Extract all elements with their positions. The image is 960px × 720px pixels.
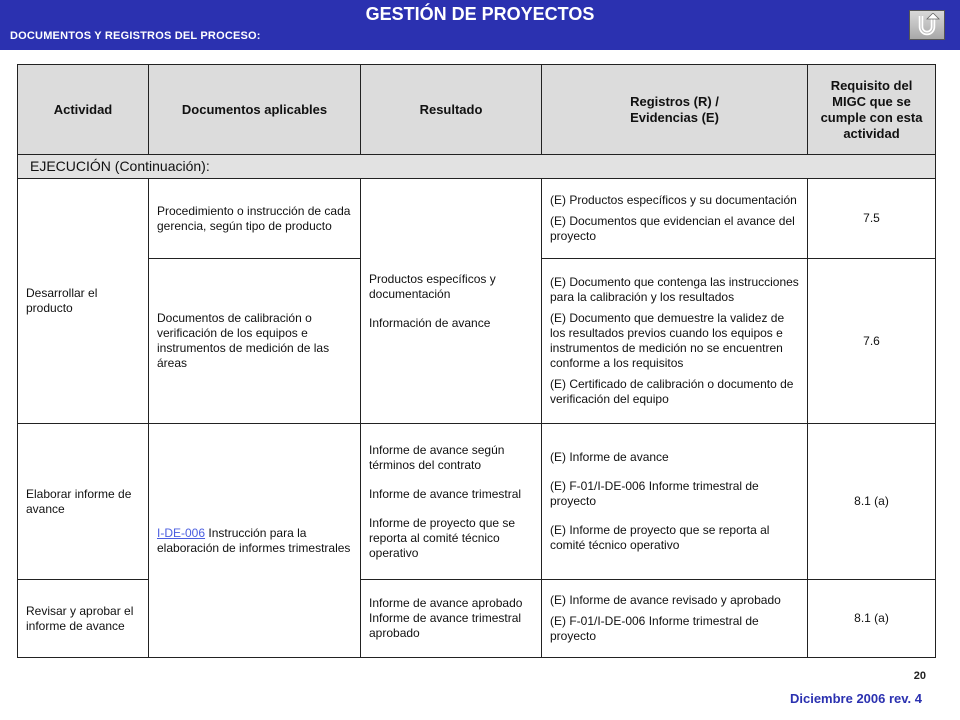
result-elaborar xyxy=(361,424,542,580)
requisito-7-5: 7.5 xyxy=(808,179,936,259)
table-header-row xyxy=(18,65,936,155)
result-elaborar-3: Informe de proyecto que se reporta al comité técnico operativo xyxy=(369,515,516,560)
col-header-documentos: Documentos aplicables xyxy=(149,65,361,155)
col-header-requisito: Requisito del MIGC que se cumple con esta actividad xyxy=(808,65,936,155)
registro-f01-trimestral-2: (E) F-01/I-DE-006 Informe trimestral de proyecto xyxy=(550,614,759,643)
page-number: 20 xyxy=(913,670,926,682)
registro-certificado: (E) Certificado de calibración o documento de verificación del equipo xyxy=(550,377,794,406)
page-subtitle: DOCUMENTOS Y REGISTROS DEL PROCESO: xyxy=(10,30,261,42)
result-elaborar-2: Informe de avance trimestral xyxy=(369,486,522,501)
col-header-registros-line1: Registros (R) / xyxy=(630,93,719,109)
result-revisar-2: Informe de avance trimestral aprobado xyxy=(369,611,522,640)
activity-elaborar: Elaborar informe de avance xyxy=(18,424,149,580)
registro-informe-comite: (E) Informe de proyecto que se reporta al comité técnico operativo xyxy=(550,523,770,552)
registro-productos: (E) Productos específicos y su documentación xyxy=(550,193,797,207)
result-desarrollar-2: Información de avance xyxy=(369,315,491,330)
result-elaborar-1: Informe de avance según términos del contrato xyxy=(369,442,505,472)
registros-elaborar xyxy=(542,424,808,580)
result-revisar-1: Informe de avance aprobado xyxy=(369,596,523,610)
registro-informe-avance: (E) Informe de avance xyxy=(550,450,669,464)
process-table xyxy=(17,64,936,658)
activity-desarrollar: Desarrollar el producto xyxy=(18,179,149,424)
registro-instrucciones-calibracion: (E) Documento que contenga las instrucciones para la calibración y los resultados xyxy=(550,275,799,304)
footer-date: Diciembre 2006 rev. 4 xyxy=(789,691,922,706)
page-title: GESTIÓN DE PROYECTOS xyxy=(365,4,595,24)
registro-documentos-avance: (E) Documentos que evidencian el avance del proyecto xyxy=(550,214,795,243)
header-bar xyxy=(0,0,960,50)
back-button[interactable] xyxy=(909,10,945,40)
doc-calibracion: Documentos de calibración o verificación de los equipos e instrumentos de medición de las áreas xyxy=(149,259,361,424)
col-header-actividad: Actividad xyxy=(18,65,149,155)
requisito-8-1-a-2: 8.1 (a) xyxy=(808,580,936,658)
u-turn-arrow-icon xyxy=(914,13,940,37)
registro-f01-trimestral: (E) F-01/I-DE-006 Informe trimestral de proyecto xyxy=(550,479,759,508)
col-header-resultado: Resultado xyxy=(361,65,542,155)
result-desarrollar-1: Productos específicos y documentación xyxy=(369,271,496,301)
registro-validez-resultados: (E) Documento que demuestre la validez de los resultados previos cuando los equipos e instrumentos de medición no se encuentren conforme a los requisitos xyxy=(550,311,785,370)
result-desarrollar xyxy=(361,179,542,424)
col-header-registros xyxy=(542,65,808,155)
doc-link-ide006[interactable]: I-DE-006 xyxy=(157,525,206,540)
registro-revisado-aprobado: (E) Informe de avance revisado y aprobado xyxy=(550,593,781,607)
result-revisar xyxy=(361,580,542,658)
section-label: EJECUCIÓN (Continuación): xyxy=(18,155,936,179)
requisito-8-1-a: 8.1 (a) xyxy=(808,424,936,580)
doc-procedimiento: Procedimiento o instrucción de cada gerencia, según tipo de producto xyxy=(149,179,361,259)
section-row xyxy=(18,155,936,179)
registros-desarrollar-1 xyxy=(542,179,808,259)
table-row xyxy=(18,424,936,580)
col-header-registros-line2: Evidencias (E) xyxy=(630,109,719,125)
doc-instruccion-text: Instrucción para la elaboración de informes trimestrales xyxy=(157,525,351,555)
activity-revisar: Revisar y aprobar el informe de avance xyxy=(18,580,149,658)
table-row xyxy=(18,179,936,259)
doc-instruccion-informes xyxy=(149,424,361,658)
registros-revisar xyxy=(542,580,808,658)
registros-desarrollar-2 xyxy=(542,259,808,424)
requisito-7-6: 7.6 xyxy=(808,259,936,424)
